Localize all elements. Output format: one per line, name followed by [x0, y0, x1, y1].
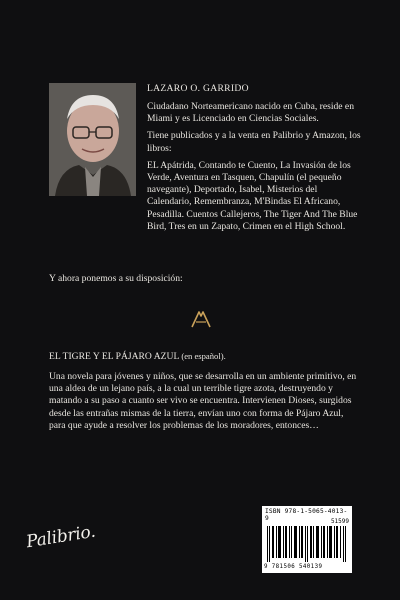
author-photo [49, 83, 136, 196]
book-title-line [49, 351, 226, 362]
author-name: LAZARO O. GARRIDO [147, 83, 249, 94]
barcode-icon [267, 526, 347, 562]
isbn-barcode [262, 506, 352, 573]
book-title: EL TIGRE Y EL PÁJARO AZUL [49, 351, 179, 362]
book-synopsis: Una novela para jóvenes y niños, que se desarrolla en un ambiente primitivo, en una aldea de un lejano país, a la cual un terrible tigre azota, destruyendo y matando a su paso a cuanto ser vivo se encuentra. Intervienen Dioses, surgidos desde las entrañas mismas de la tierra, envían uno con forma de Pájaro Azul, para que ayude a resolver los problemas de los moradores, entonces… [49, 371, 357, 431]
books-list: EL Apátrida, Contando te Cuento, La Invasión de los Verde, Aventura en Tasquen, Chapulín (el pequeño navegante), Deportado, Isabel, Misterios del Calendario, Remembranza, M'Bindas El Africano, Pesadilla. Cuentos Callejeros, The Tiger And The Blue Bird, Tres en un Zapato, Crimen en el High School. [147, 159, 358, 232]
bio-paragraph: Ciudadano Norteamericano nacido en Cuba, reside en Miami y es Licenciado en Ciencias Sociales. [147, 101, 354, 125]
bio-paragraph: Tiene publicados y a la venta en Palibrio y Amazon, los libros: [147, 130, 361, 154]
publisher-logo: Palibrio. [24, 521, 97, 553]
language-note: (en español). [181, 351, 226, 361]
isbn-digits: 9 781506 540139 [264, 564, 323, 570]
publisher-mark-icon [191, 310, 211, 328]
isbn-label: ISBN 978-1-5065-4013-9 [265, 508, 348, 522]
offer-text: Y ahora ponemos a su disposición: [49, 273, 183, 284]
author-bio [147, 101, 362, 238]
price-code: 51599 [330, 518, 349, 525]
